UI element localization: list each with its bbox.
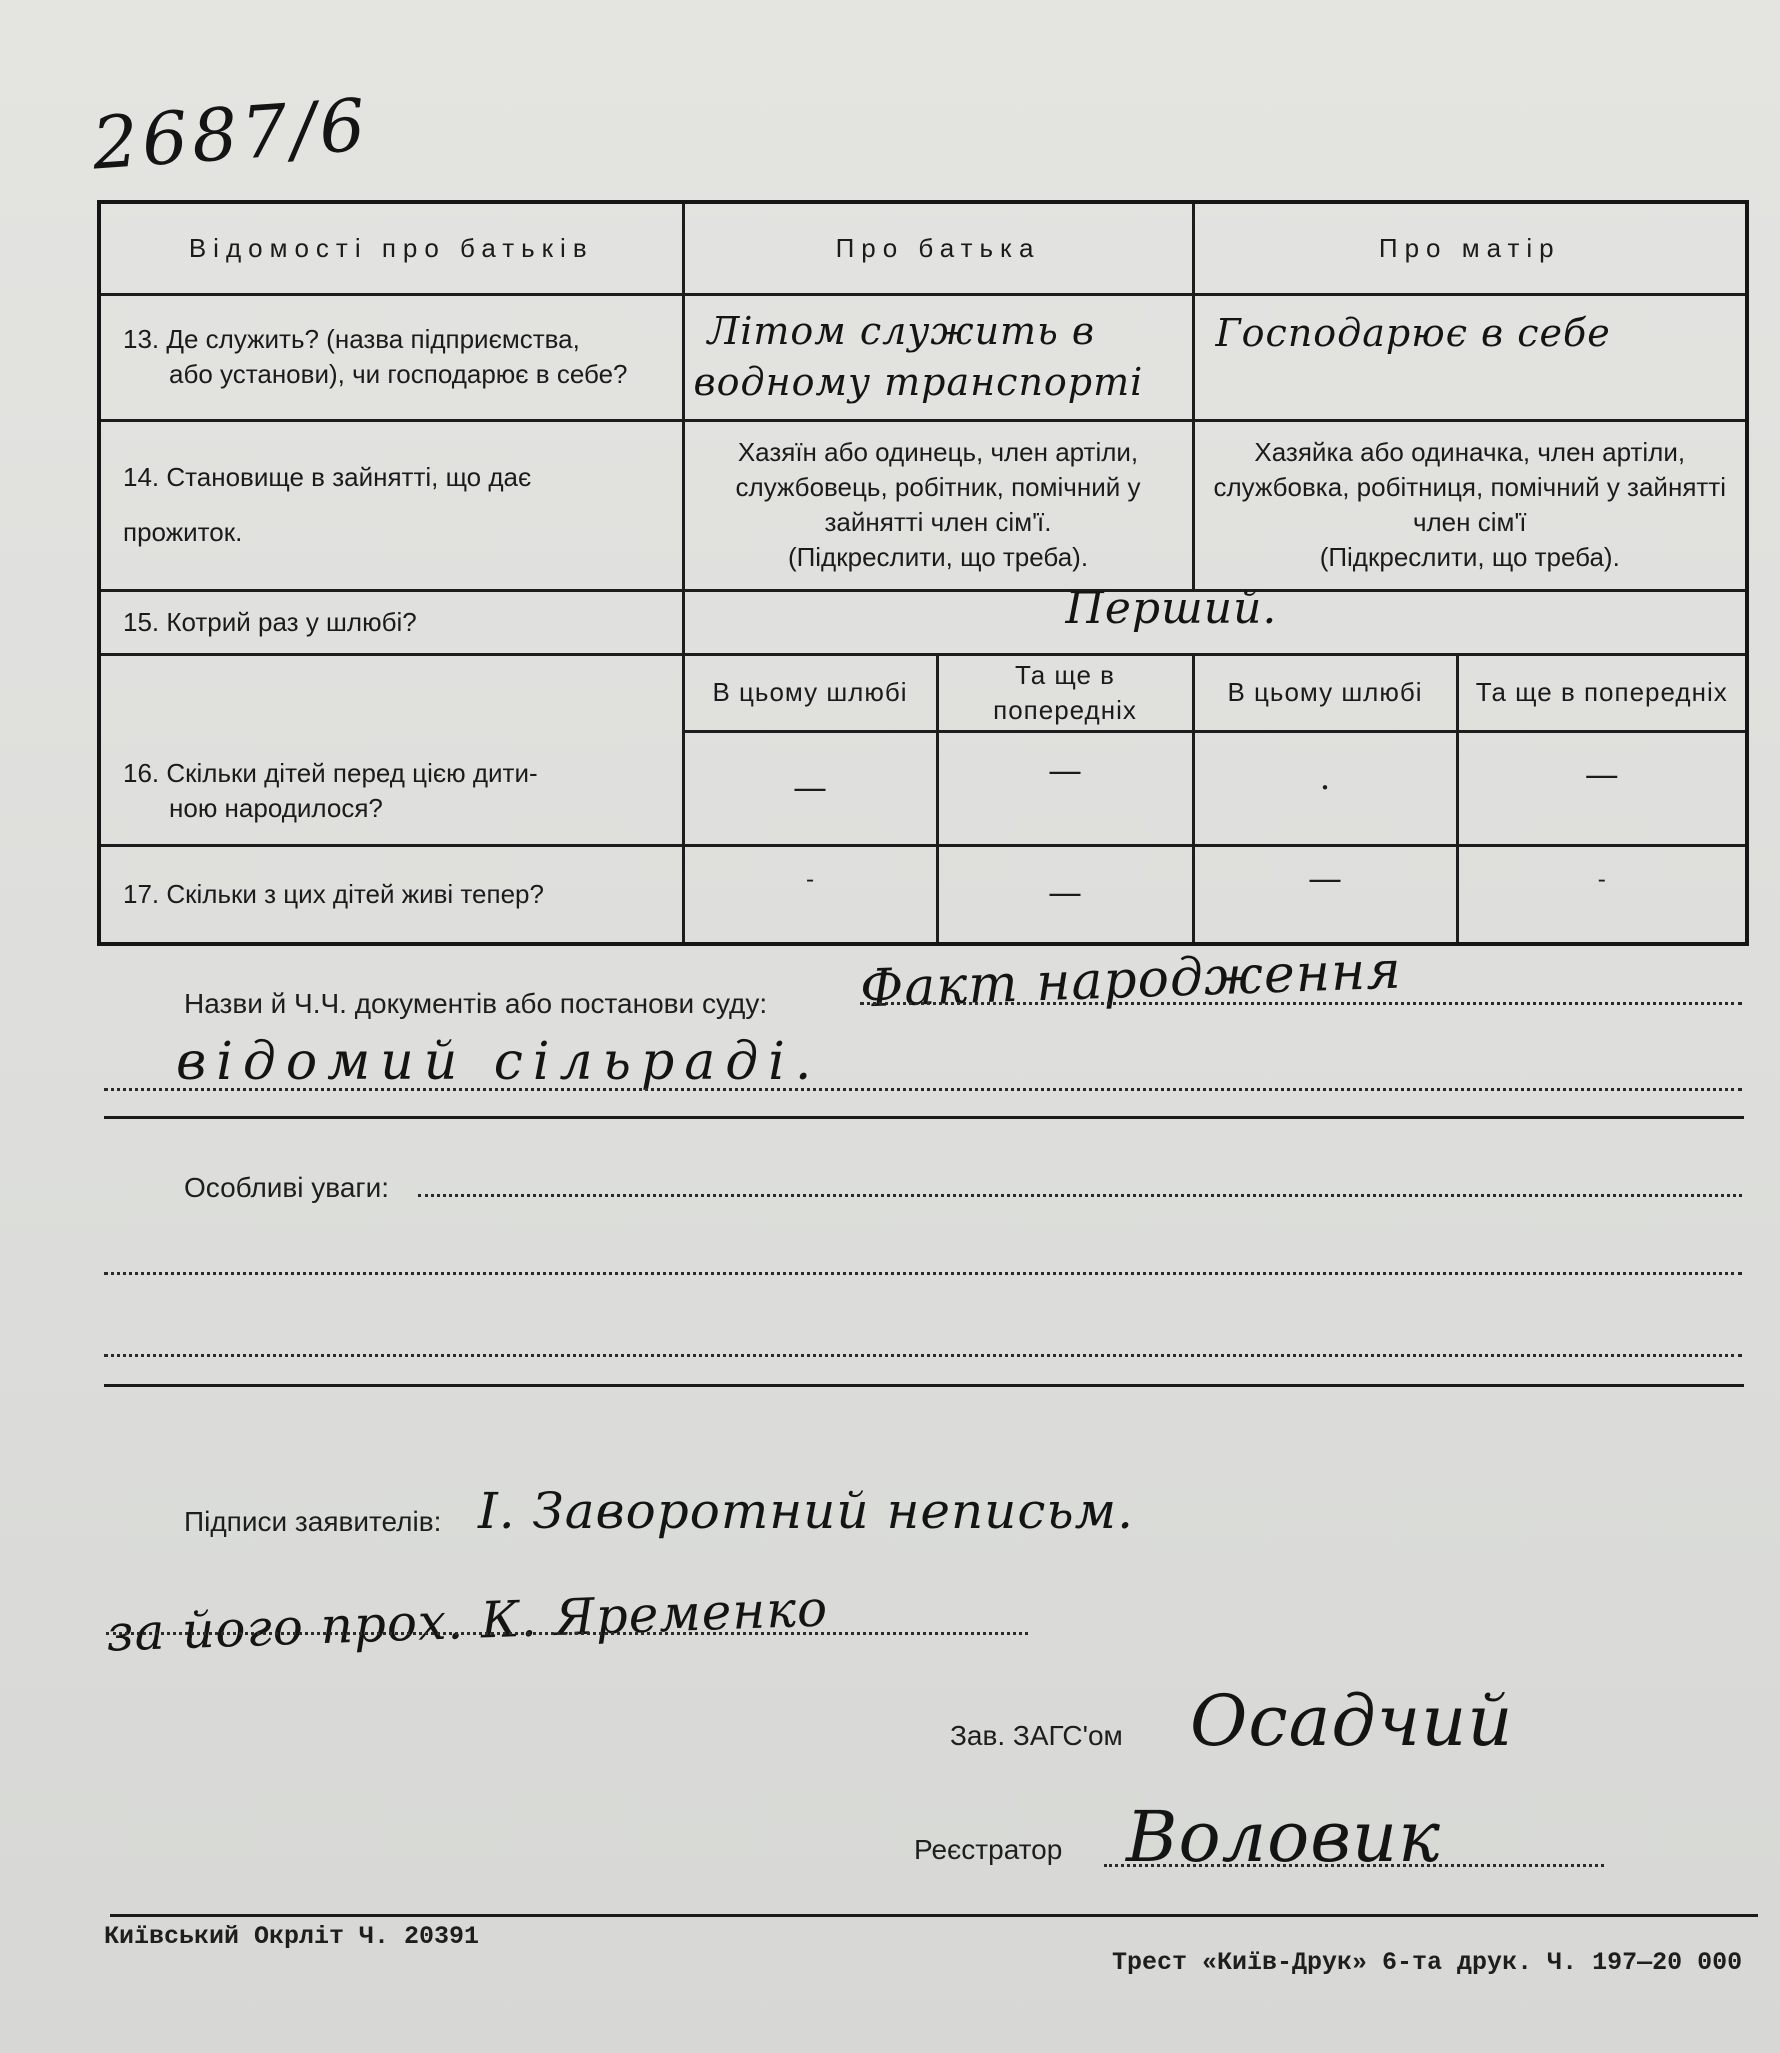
row-13 <box>99 294 1747 420</box>
notes-line-1 <box>418 1194 1742 1197</box>
documents-label: Назви й Ч.Ч. документів або постанови суду: <box>184 988 768 1019</box>
notes-label: Особливі уваги: <box>184 1172 390 1203</box>
header-father: Про батька <box>683 202 1193 294</box>
row-14-mother-options: Хазяйка або одиначка, член артіли, службовка, робітниця, помічний у зайнятті член сім'ї (Підкреслити, що треба). <box>1193 420 1747 590</box>
documents-section-rule <box>104 1116 1744 1119</box>
documents-line-2 <box>104 1088 1742 1091</box>
parents-info-table <box>97 200 1749 946</box>
row-17-mother-this: — <box>1193 846 1457 944</box>
row-16-father-prev: — <box>937 732 1193 846</box>
subheader-father-this-marriage: В цьому шлюбі <box>683 654 937 731</box>
documents-line-1 <box>860 1002 1742 1005</box>
applicants-line-2 <box>106 1632 1028 1635</box>
footer-right-imprint: Трест «Київ-Друк» 6-та друк. Ч. 197—20 000 <box>1112 1948 1743 1977</box>
registrar-signature: Воловик <box>1126 1796 1441 1878</box>
row-13-father-answer: Літом служить в водному транспорті <box>683 294 1193 420</box>
subheader-mother-previous: Та ще в попередніх <box>1457 654 1747 731</box>
zags-head-label: Зав. ЗАГС'ом <box>950 1720 1123 1751</box>
header-mother: Про матір <box>1193 202 1747 294</box>
row-15-answer: Перший. <box>683 590 1747 654</box>
subheader-father-previous: Та ще в попередніх <box>937 654 1193 731</box>
footer-rule <box>110 1914 1758 1917</box>
row-17-father-this: - <box>683 846 937 944</box>
header-parents-info: Відомості про батьків <box>99 202 683 294</box>
table-header-row <box>99 202 1747 294</box>
row-14 <box>99 420 1747 590</box>
zags-head-signature: Осадчий <box>1190 1680 1514 1762</box>
row-children-subheaders <box>99 654 1747 731</box>
subheader-mother-this-marriage: В цьому шлюбі <box>1193 654 1457 731</box>
row-17-mother-prev: - <box>1457 846 1747 944</box>
registrar-label: Реєстратор <box>914 1834 1063 1865</box>
footer-left-imprint: Київський Окрліт Ч. 20391 <box>104 1922 480 1951</box>
notes-line-2 <box>104 1272 1742 1275</box>
documents-value-line1: Факт народження <box>859 940 1403 1020</box>
row-15 <box>99 590 1747 654</box>
row-16-mother-this: · <box>1193 732 1457 846</box>
notes-line-3 <box>104 1354 1742 1357</box>
row-15-label: 15. Котрий раз у шлюбі? <box>99 590 683 654</box>
row-14-label: 14. Становище в зайнятті, що дає прожиток. <box>99 420 683 590</box>
row-17 <box>99 846 1747 944</box>
documents-value-line2: відомий сільраді. <box>176 1032 822 1092</box>
notes-section-rule <box>104 1384 1744 1387</box>
row-17-label: 17. Скільки з цих дітей живі тепер? <box>99 846 683 944</box>
row-16-mother-prev: — <box>1457 732 1747 846</box>
row-13-label: 13. Де служить? (назва підприємства, або установи), чи господарює в себе? <box>99 294 683 420</box>
archive-number: 2687/6 <box>89 82 372 186</box>
row-16-father-this: — <box>683 732 937 846</box>
row-17-father-prev: — <box>937 846 1193 944</box>
applicants-signature-line1: І. Заворотний неписьм. <box>478 1482 1134 1540</box>
applicants-label: Підписи заявителів: <box>184 1506 442 1537</box>
applicants-signature-line2: за його прох. К. Яременко <box>105 1579 830 1663</box>
row-16-label: 16. Скільки дітей перед цією дити- ною народилося? <box>99 654 683 845</box>
row-13-mother-answer: Господарює в себе <box>1193 294 1747 420</box>
row-14-father-options: Хазяїн або одинець, член артіли, службовець, робітник, помічний у зайнятті член сім'ї. (Підкреслити, що треба). <box>683 420 1193 590</box>
